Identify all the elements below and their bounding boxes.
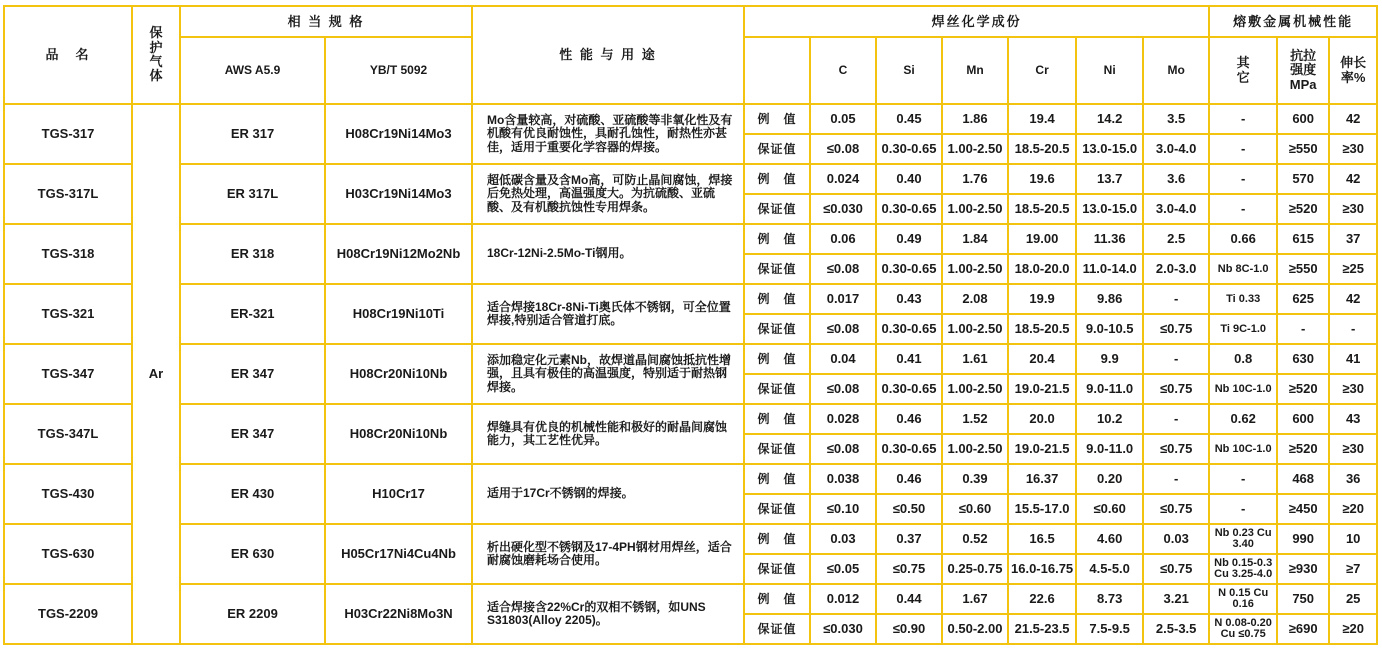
row-label-header (744, 37, 810, 104)
si-value-cell: 0.41 (876, 344, 942, 374)
mn-value-cell: 0.39 (942, 464, 1008, 494)
c-value-cell: 0.03 (810, 524, 876, 554)
mo-header: Mo (1143, 37, 1209, 104)
cr-value-cell: 19.4 (1008, 104, 1076, 134)
cr-value-cell: 16.5 (1008, 524, 1076, 554)
tensile-strength-value-cell: 630 (1277, 344, 1329, 374)
typical-value-label: 例 值 (744, 224, 810, 254)
guaranteed-value-label: 保证值 (744, 494, 810, 524)
tensile-strength-value-cell: 468 (1277, 464, 1329, 494)
tensile-strength-value-cell: ≥520 (1277, 434, 1329, 464)
guaranteed-value-label: 保证值 (744, 254, 810, 284)
si-value-cell: 0.37 (876, 524, 942, 554)
cr-value-cell: 18.0-20.0 (1008, 254, 1076, 284)
mn-value-cell: 0.52 (942, 524, 1008, 554)
aws-header: AWS A5.9 (180, 37, 325, 104)
usage-description-cell: Mo含量较高，对硫酸、亚硫酸等非氧化性及有机酸有优良耐蚀性，具耐孔蚀性，耐热性亦甚佳，适用于重要化学容器的焊接。 (472, 104, 744, 164)
elongation-value-cell: 43 (1329, 404, 1377, 434)
product-name-cell: TGS-347L (4, 404, 132, 464)
c-value-cell: 0.038 (810, 464, 876, 494)
mn-value-cell: 1.00-2.50 (942, 254, 1008, 284)
aws-spec-cell: ER 2209 (180, 584, 325, 644)
typical-value-label: 例 值 (744, 524, 810, 554)
tensile-strength-value-cell: ≥690 (1277, 614, 1329, 644)
guaranteed-value-label: 保证值 (744, 614, 810, 644)
cr-value-cell: 19.00 (1008, 224, 1076, 254)
other-value-cell: - (1209, 104, 1277, 134)
cr-value-cell: 16.0-16.75 (1008, 554, 1076, 584)
product-name-cell: TGS-321 (4, 284, 132, 344)
c-value-cell: 0.05 (810, 104, 876, 134)
mo-value-cell: 3.0-4.0 (1143, 134, 1209, 164)
aws-spec-cell: ER 317 (180, 104, 325, 164)
aws-spec-cell: ER-321 (180, 284, 325, 344)
aws-spec-cell: ER 630 (180, 524, 325, 584)
guaranteed-value-label: 保证值 (744, 314, 810, 344)
mn-value-cell: 0.50-2.00 (942, 614, 1008, 644)
other-value-cell: - (1209, 134, 1277, 164)
mn-value-cell: ≤0.60 (942, 494, 1008, 524)
elongation-value-cell: - (1329, 314, 1377, 344)
cr-value-cell: 18.5-20.5 (1008, 314, 1076, 344)
product-name-cell: TGS-317 (4, 104, 132, 164)
yb-spec-cell: H08Cr19Ni14Mo3 (325, 104, 472, 164)
other-value-cell: Nb 8C-1.0 (1209, 254, 1277, 284)
c-value-cell: ≤0.05 (810, 554, 876, 584)
tensile-strength-value-cell: 990 (1277, 524, 1329, 554)
yb-spec-cell: H10Cr17 (325, 464, 472, 524)
ni-value-cell: ≤0.60 (1076, 494, 1143, 524)
usage-description-cell: 析出硬化型不锈钢及17-4PH钢材用焊丝，适合耐腐蚀磨耗场合使用。 (472, 524, 744, 584)
elongation-value-cell: 41 (1329, 344, 1377, 374)
c-value-cell: ≤0.10 (810, 494, 876, 524)
usage-header: 性 能 与 用 途 (472, 6, 744, 104)
si-value-cell: 0.44 (876, 584, 942, 614)
cr-value-cell: 19.6 (1008, 164, 1076, 194)
aws-spec-cell: ER 430 (180, 464, 325, 524)
other-value-cell: - (1209, 494, 1277, 524)
elongation-value-cell: ≥30 (1329, 134, 1377, 164)
si-value-cell: 0.30-0.65 (876, 374, 942, 404)
aws-spec-cell: ER 317L (180, 164, 325, 224)
c-value-cell: ≤0.030 (810, 194, 876, 224)
other-value-cell: Ti 9C-1.0 (1209, 314, 1277, 344)
cr-value-cell: 20.4 (1008, 344, 1076, 374)
elongation-value-cell: 42 (1329, 164, 1377, 194)
ni-value-cell: 14.2 (1076, 104, 1143, 134)
table-row (4, 584, 1377, 614)
typical-value-label: 例 值 (744, 104, 810, 134)
tensile-strength-header: 抗拉强度MPa (1277, 37, 1329, 104)
other-value-cell: - (1209, 164, 1277, 194)
ni-value-cell: 13.0-15.0 (1076, 134, 1143, 164)
usage-description-cell: 适合焊接含22%Cr的双相不锈钢，如UNS S31803(Alloy 2205)。 (472, 584, 744, 644)
elongation-value-cell: 10 (1329, 524, 1377, 554)
cr-value-cell: 18.5-20.5 (1008, 194, 1076, 224)
typical-value-label: 例 值 (744, 404, 810, 434)
usage-description-cell: 适用于17Cr不锈钢的焊接。 (472, 464, 744, 524)
product-name-cell: TGS-318 (4, 224, 132, 284)
table-row (4, 464, 1377, 494)
elongation-value-cell: ≥30 (1329, 194, 1377, 224)
table-row (4, 284, 1377, 314)
table-row (4, 404, 1377, 434)
other-value-cell: - (1209, 194, 1277, 224)
shielding-gas-cell: Ar (132, 104, 180, 644)
aws-spec-cell: ER 318 (180, 224, 325, 284)
ni-value-cell: 9.9 (1076, 344, 1143, 374)
usage-description-cell: 超低碳含量及含Mo高，可防止晶间腐蚀，焊接后免热处理，高温强度大。为抗硫酸、亚硫酸、及有机酸抗蚀性专用焊条。 (472, 164, 744, 224)
c-value-cell: ≤0.08 (810, 314, 876, 344)
mo-value-cell: 2.5 (1143, 224, 1209, 254)
mn-value-cell: 0.25-0.75 (942, 554, 1008, 584)
si-value-cell: 0.43 (876, 284, 942, 314)
other-value-cell: 0.8 (1209, 344, 1277, 374)
guaranteed-value-label: 保证值 (744, 554, 810, 584)
c-value-cell: 0.017 (810, 284, 876, 314)
cr-value-cell: 18.5-20.5 (1008, 134, 1076, 164)
mn-value-cell: 1.86 (942, 104, 1008, 134)
cr-value-cell: 19.0-21.5 (1008, 374, 1076, 404)
shielding-gas-header: 保护气体 (132, 6, 180, 104)
typical-value-label: 例 值 (744, 164, 810, 194)
ni-value-cell: 11.0-14.0 (1076, 254, 1143, 284)
c-value-cell: ≤0.08 (810, 254, 876, 284)
elongation-value-cell: ≥30 (1329, 374, 1377, 404)
si-value-cell: 0.30-0.65 (876, 134, 942, 164)
chemical-composition-header: 焊丝化学成份 (744, 6, 1209, 37)
tensile-strength-value-cell: - (1277, 314, 1329, 344)
usage-description-cell: 添加稳定化元素Nb，故焊道晶间腐蚀抵抗性增强，且具有极佳的高温强度，特别适于耐热钢焊接。 (472, 344, 744, 404)
elongation-value-cell: 37 (1329, 224, 1377, 254)
si-value-cell: 0.49 (876, 224, 942, 254)
si-value-cell: 0.30-0.65 (876, 194, 942, 224)
si-value-cell: 0.46 (876, 404, 942, 434)
tensile-strength-value-cell: 615 (1277, 224, 1329, 254)
mo-value-cell: ≤0.75 (1143, 374, 1209, 404)
aws-spec-cell: ER 347 (180, 344, 325, 404)
cr-value-cell: 19.9 (1008, 284, 1076, 314)
ni-value-cell: 4.5-5.0 (1076, 554, 1143, 584)
ni-value-cell: 4.60 (1076, 524, 1143, 554)
tensile-strength-value-cell: 570 (1277, 164, 1329, 194)
mn-value-cell: 1.84 (942, 224, 1008, 254)
mo-value-cell: 3.21 (1143, 584, 1209, 614)
other-header: 其它 (1209, 37, 1277, 104)
usage-description-cell: 焊缝具有优良的机械性能和极好的耐晶间腐蚀能力，其工艺性优异。 (472, 404, 744, 464)
other-value-cell: N 0.08-0.20 Cu ≤0.75 (1209, 614, 1277, 644)
equivalent-spec-header: 相 当 规 格 (180, 6, 472, 37)
product-name-cell: TGS-317L (4, 164, 132, 224)
elongation-value-cell: ≥30 (1329, 434, 1377, 464)
usage-description-cell: 18Cr-12Ni-2.5Mo-Ti钢用。 (472, 224, 744, 284)
mo-value-cell: - (1143, 284, 1209, 314)
tensile-strength-value-cell: 750 (1277, 584, 1329, 614)
mo-value-cell: ≤0.75 (1143, 434, 1209, 464)
mechanical-properties-header: 熔敷金属机械性能 (1209, 6, 1377, 37)
table-row (4, 524, 1377, 554)
si-value-cell: 0.46 (876, 464, 942, 494)
guaranteed-value-label: 保证值 (744, 194, 810, 224)
elongation-value-cell: 25 (1329, 584, 1377, 614)
c-value-cell: ≤0.08 (810, 374, 876, 404)
cr-value-cell: 20.0 (1008, 404, 1076, 434)
mo-value-cell: 0.03 (1143, 524, 1209, 554)
tensile-strength-value-cell: ≥550 (1277, 254, 1329, 284)
c-header: C (810, 37, 876, 104)
mo-value-cell: 2.0-3.0 (1143, 254, 1209, 284)
table-row (4, 164, 1377, 194)
mo-value-cell: 3.5 (1143, 104, 1209, 134)
product-name-cell: TGS-347 (4, 344, 132, 404)
mo-value-cell: - (1143, 464, 1209, 494)
mn-value-cell: 1.00-2.50 (942, 314, 1008, 344)
other-value-cell: Nb 0.23 Cu 3.40 (1209, 524, 1277, 554)
other-value-cell: Nb 0.15-0.3 Cu 3.25-4.0 (1209, 554, 1277, 584)
ni-value-cell: 10.2 (1076, 404, 1143, 434)
ni-value-cell: 9.0-10.5 (1076, 314, 1143, 344)
elongation-value-cell: ≥25 (1329, 254, 1377, 284)
mn-value-cell: 1.00-2.50 (942, 134, 1008, 164)
cr-value-cell: 16.37 (1008, 464, 1076, 494)
cr-header: Cr (1008, 37, 1076, 104)
ni-value-cell: 11.36 (1076, 224, 1143, 254)
other-value-cell: Nb 10C-1.0 (1209, 434, 1277, 464)
elongation-value-cell: 36 (1329, 464, 1377, 494)
ni-value-cell: 9.86 (1076, 284, 1143, 314)
mo-value-cell: ≤0.75 (1143, 554, 1209, 584)
tensile-strength-value-cell: 625 (1277, 284, 1329, 314)
guaranteed-value-label: 保证值 (744, 134, 810, 164)
other-value-cell: 0.62 (1209, 404, 1277, 434)
typical-value-label: 例 值 (744, 464, 810, 494)
table-row (4, 224, 1377, 254)
mn-value-cell: 1.00-2.50 (942, 374, 1008, 404)
other-value-cell: Ti 0.33 (1209, 284, 1277, 314)
mn-value-cell: 1.00-2.50 (942, 434, 1008, 464)
typical-value-label: 例 值 (744, 284, 810, 314)
elongation-value-cell: ≥20 (1329, 614, 1377, 644)
si-value-cell: 0.30-0.65 (876, 254, 942, 284)
mn-value-cell: 1.00-2.50 (942, 194, 1008, 224)
c-value-cell: 0.012 (810, 584, 876, 614)
yb-spec-cell: H03Cr22Ni8Mo3N (325, 584, 472, 644)
other-value-cell: Nb 10C-1.0 (1209, 374, 1277, 404)
mo-value-cell: 2.5-3.5 (1143, 614, 1209, 644)
ni-value-cell: 13.0-15.0 (1076, 194, 1143, 224)
mo-value-cell: - (1143, 404, 1209, 434)
mn-value-cell: 1.52 (942, 404, 1008, 434)
ni-value-cell: 0.20 (1076, 464, 1143, 494)
mn-header: Mn (942, 37, 1008, 104)
guaranteed-value-label: 保证值 (744, 434, 810, 464)
si-value-cell: 0.40 (876, 164, 942, 194)
other-value-cell: - (1209, 464, 1277, 494)
typical-value-label: 例 值 (744, 584, 810, 614)
ni-value-cell: 9.0-11.0 (1076, 434, 1143, 464)
si-value-cell: ≤0.50 (876, 494, 942, 524)
tensile-strength-value-cell: ≥520 (1277, 194, 1329, 224)
c-value-cell: 0.024 (810, 164, 876, 194)
c-value-cell: 0.04 (810, 344, 876, 374)
c-value-cell: ≤0.08 (810, 434, 876, 464)
mn-value-cell: 1.61 (942, 344, 1008, 374)
product-name-cell: TGS-430 (4, 464, 132, 524)
ni-value-cell: 9.0-11.0 (1076, 374, 1143, 404)
mo-value-cell: - (1143, 344, 1209, 374)
yb-spec-cell: H08Cr20Ni10Nb (325, 404, 472, 464)
mn-value-cell: 1.67 (942, 584, 1008, 614)
cr-value-cell: 19.0-21.5 (1008, 434, 1076, 464)
ni-header: Ni (1076, 37, 1143, 104)
tensile-strength-value-cell: ≥930 (1277, 554, 1329, 584)
yb-spec-cell: H05Cr17Ni4Cu4Nb (325, 524, 472, 584)
tensile-strength-value-cell: 600 (1277, 104, 1329, 134)
ni-value-cell: 8.73 (1076, 584, 1143, 614)
yb-spec-cell: H08Cr20Ni10Nb (325, 344, 472, 404)
elongation-value-cell: 42 (1329, 104, 1377, 134)
c-value-cell: ≤0.030 (810, 614, 876, 644)
tensile-strength-value-cell: ≥520 (1277, 374, 1329, 404)
elongation-header: 伸长率% (1329, 37, 1377, 104)
mo-value-cell: ≤0.75 (1143, 314, 1209, 344)
si-value-cell: 0.30-0.65 (876, 434, 942, 464)
usage-description-cell: 适合焊接18Cr-8Ni-Ti奥氏体不锈钢，可全位置焊接,特别适合管道打底。 (472, 284, 744, 344)
si-header: Si (876, 37, 942, 104)
product-name-cell: TGS-630 (4, 524, 132, 584)
c-value-cell: 0.06 (810, 224, 876, 254)
cr-value-cell: 15.5-17.0 (1008, 494, 1076, 524)
mn-value-cell: 2.08 (942, 284, 1008, 314)
mo-value-cell: ≤0.75 (1143, 494, 1209, 524)
yb-spec-cell: H08Cr19Ni10Ti (325, 284, 472, 344)
si-value-cell: ≤0.75 (876, 554, 942, 584)
tensile-strength-value-cell: 600 (1277, 404, 1329, 434)
c-value-cell: 0.028 (810, 404, 876, 434)
table-row (4, 344, 1377, 374)
aws-spec-cell: ER 347 (180, 404, 325, 464)
guaranteed-value-label: 保证值 (744, 374, 810, 404)
tensile-strength-value-cell: ≥450 (1277, 494, 1329, 524)
other-value-cell: 0.66 (1209, 224, 1277, 254)
product-name-cell: TGS-2209 (4, 584, 132, 644)
c-value-cell: ≤0.08 (810, 134, 876, 164)
ni-value-cell: 7.5-9.5 (1076, 614, 1143, 644)
yb-header: YB/T 5092 (325, 37, 472, 104)
mn-value-cell: 1.76 (942, 164, 1008, 194)
yb-spec-cell: H03Cr19Ni14Mo3 (325, 164, 472, 224)
elongation-value-cell: ≥7 (1329, 554, 1377, 584)
cr-value-cell: 22.6 (1008, 584, 1076, 614)
ni-value-cell: 13.7 (1076, 164, 1143, 194)
elongation-value-cell: ≥20 (1329, 494, 1377, 524)
tensile-strength-value-cell: ≥550 (1277, 134, 1329, 164)
yb-spec-cell: H08Cr19Ni12Mo2Nb (325, 224, 472, 284)
product-name-header: 品 名 (4, 6, 132, 104)
cr-value-cell: 21.5-23.5 (1008, 614, 1076, 644)
si-value-cell: 0.45 (876, 104, 942, 134)
welding-wire-spec-table (3, 5, 1378, 645)
mo-value-cell: 3.0-4.0 (1143, 194, 1209, 224)
other-value-cell: N 0.15 Cu 0.16 (1209, 584, 1277, 614)
typical-value-label: 例 值 (744, 344, 810, 374)
table-row (4, 104, 1377, 134)
si-value-cell: 0.30-0.65 (876, 314, 942, 344)
elongation-value-cell: 42 (1329, 284, 1377, 314)
si-value-cell: ≤0.90 (876, 614, 942, 644)
mo-value-cell: 3.6 (1143, 164, 1209, 194)
